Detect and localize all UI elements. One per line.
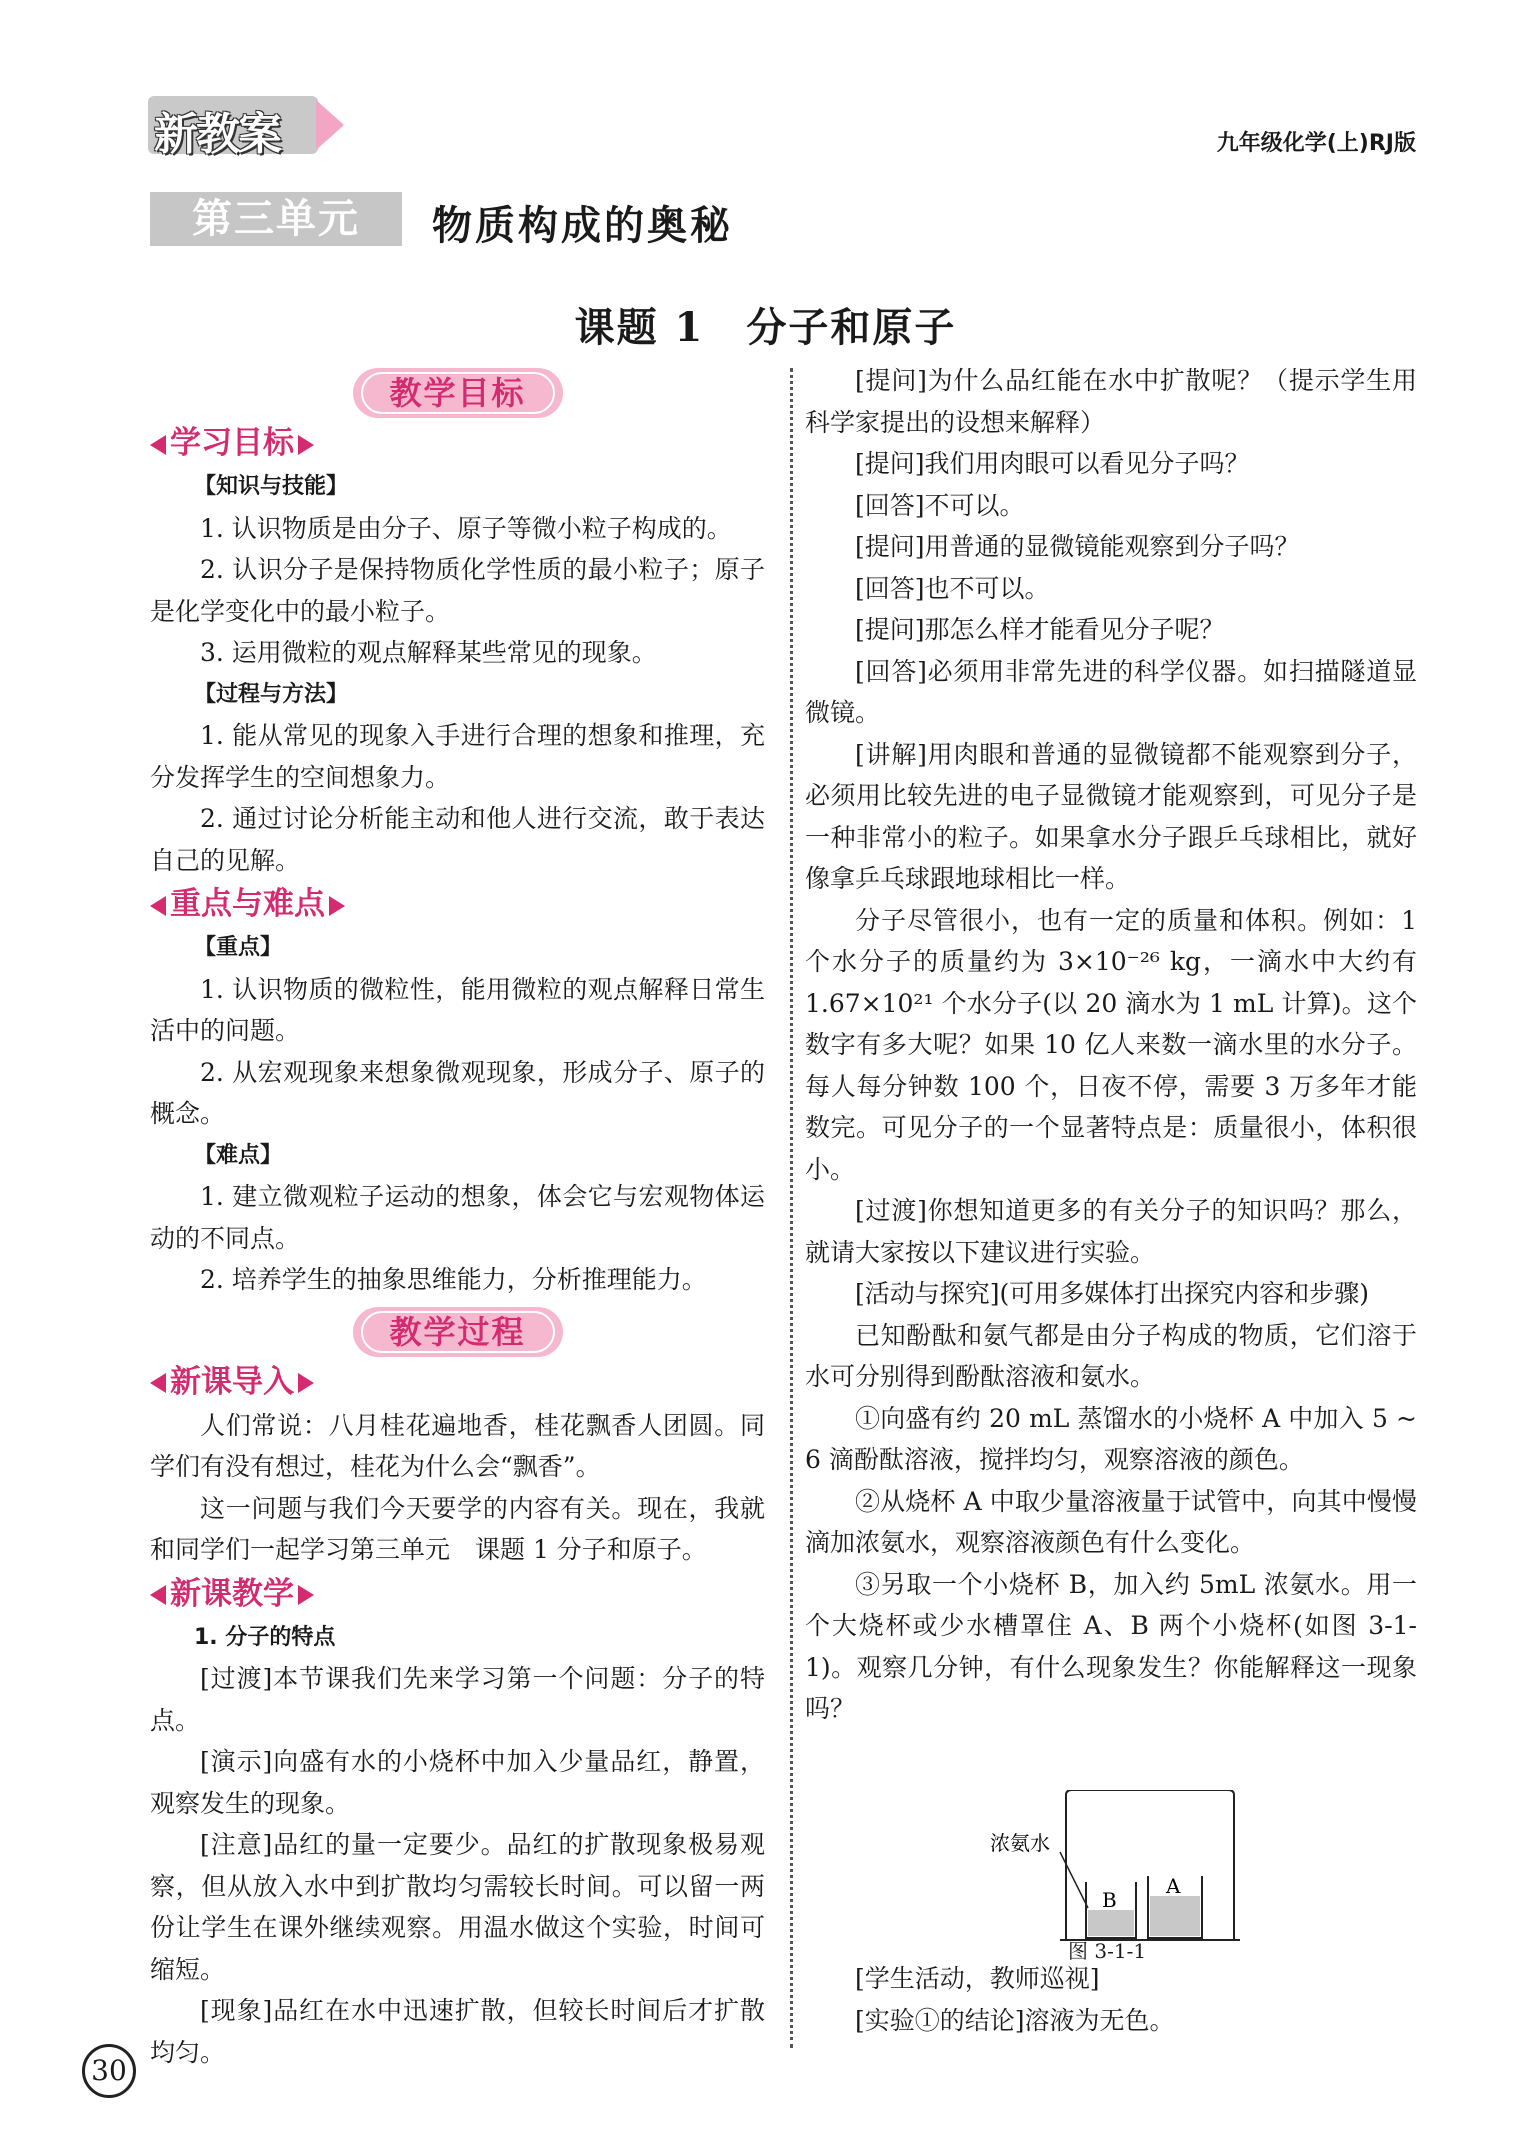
banner-label: 教学过程	[361, 1311, 555, 1353]
paragraph: [实验①的结论]溶液为无色。	[855, 2005, 1175, 2035]
paragraph: 分子尽管很小，也有一定的质量和体积。例如：1 个水分子的质量约为 3×10⁻²⁶ kg，一滴水中大约有 1.67×10²¹ 个水分子(以 20 滴水为 1 mL 计算)。这个数字有多大呢？如果 10 亿人来数一滴水里的水分子。每人每分钟数 100 个，日夜不停，需要 3 万多年才能数完。可见分子的一个显著特点是：质量很小，体积很小。	[805, 905, 1417, 1184]
paragraph: [回答]必须用非常先进的科学仪器。如扫描隧道显微镜。	[805, 656, 1417, 727]
paragraph: 已知酚酞和氨气都是由分子构成的物质，它们溶于水可分别得到酚酞溶液和氨水。	[805, 1320, 1417, 1391]
column-divider	[790, 368, 793, 2048]
paragraph: [演示]向盛有水的小烧杯中加入少量品红，静置，观察发生的现象。	[150, 1747, 765, 1818]
book-label: 九年级化学(上)RJ版	[1216, 131, 1416, 156]
triangle-left-icon	[150, 896, 166, 916]
paragraph: [提问]那怎么样才能看见分子呢？	[855, 615, 1225, 644]
paragraph: [现象]品红在水中迅速扩散，但较长时间后才扩散均匀。	[150, 1996, 765, 2067]
paragraph: 3. 运用微粒的观点解释某些常见的现象。	[200, 638, 657, 667]
triangle-right-icon	[298, 1373, 314, 1393]
fig-label-ammonia: 浓氨水	[990, 1831, 1050, 1855]
paragraph: 2. 认识分子是保持物质化学性质的最小粒子；原子是化学变化中的最小粒子。	[150, 555, 765, 626]
heading-key-points	[150, 881, 765, 927]
heading-label: 新课教学	[170, 1575, 294, 1612]
paragraph: [回答]也不可以。	[855, 573, 1050, 603]
series-logo	[148, 96, 348, 160]
heading-new-lesson-teaching	[150, 1571, 765, 1617]
paragraph: 1. 能从常见的现象入手进行合理的想象和推理，充分发挥学生的空间想象力。	[150, 721, 765, 792]
subheading-knowledge: 【知识与技能】	[194, 474, 349, 499]
paragraph: ③另取一个小烧杯 B，加入约 5mL 浓氨水。用一个大烧杯或少水槽罩住 A、B 两个小烧杯(如图 3-1-1)。观察几分钟，有什么现象发生？你能解释这一现象吗？	[805, 1569, 1417, 1723]
subheading-process: 【过程与方法】	[194, 681, 349, 707]
triangle-left-icon	[150, 1585, 166, 1605]
paragraph: [讲解]用肉眼和普通的显微镜都不能观察到分子，必须用比较先进的电子显微镜才能观察到，可见分子是一种非常小的粒子。如果拿水分子跟乒乓球相比，就好像拿乒乓球跟地球相比一样。	[805, 739, 1417, 893]
banner-label: 教学目标	[361, 372, 555, 414]
heading-new-lesson-intro	[150, 1359, 765, 1405]
paragraph: [学生活动，教师巡视]	[855, 1964, 1100, 1993]
paragraph: 这一问题与我们今天要学的内容有关。现在，我就和同学们一起学习第三单元 课题 1 分子和原子。	[150, 1493, 765, 1564]
triangle-left-icon	[150, 435, 166, 455]
paragraph: 1. 建立微观粒子运动的想象，体会它与宏观物体运动的不同点。	[150, 1182, 765, 1253]
lesson-title: 课题 1 分子和原子	[574, 304, 957, 351]
paragraph: 2. 通过讨论分析能主动和他人进行交流，敢于表达自己的见解。	[150, 804, 765, 875]
triangle-left-icon	[150, 1373, 166, 1393]
paragraph: [回答]不可以。	[855, 490, 1025, 520]
paragraph: [活动与探究](可用多媒体打出探究内容和步骤)	[855, 1279, 1370, 1308]
paragraph: [过渡]你想知道更多的有关分子的知识吗？那么，就请大家按以下建议进行实验。	[805, 1196, 1417, 1267]
paragraph: 2. 培养学生的抽象思维能力，分析推理能力。	[200, 1265, 707, 1294]
paragraph: ①向盛有约 20 mL 蒸馏水的小烧杯 A 中加入 5 ~ 6 滴酚酞溶液，搅拌均匀，观察溶液的颜色。	[805, 1403, 1417, 1474]
paragraph: 1. 认识物质是由分子、原子等微小粒子构成的。	[200, 513, 732, 543]
subheading-molecule-features: 1. 分子的特点	[194, 1624, 336, 1650]
paragraph: [注意]品红的量一定要少。品红的扩散现象极易观察，但从放入水中到扩散均匀需较长时间。可以留一两份让学生在课外继续观察。用温水做这个实验，时间可缩短。	[150, 1830, 765, 1984]
beaker-b-liquid	[1088, 1910, 1134, 1936]
unit-title: 物质构成的奥秘	[432, 203, 733, 249]
figure-beakers	[990, 1790, 1250, 1950]
right-column	[805, 360, 1417, 1730]
figure-caption: 图 3-1-1	[1068, 1939, 1147, 1963]
subheading-key: 【重点】	[194, 935, 283, 960]
fig-label-a: A	[1166, 1874, 1181, 1898]
unit-label: 第三单元	[150, 192, 402, 246]
heading-label: 新课导入	[170, 1363, 294, 1400]
paragraph: 人们常说：八月桂花遍地香，桂花飘香人团圆。同学们有没有想过，桂花为什么会“飘香”。	[150, 1410, 765, 1481]
triangle-right-icon	[329, 896, 345, 916]
paragraph: 1. 认识物质的微粒性，能用微粒的观点解释日常生活中的问题。	[150, 974, 765, 1045]
heading-label: 学习目标	[170, 425, 294, 461]
paragraph: [提问]用普通的显微镜能观察到分子吗？	[855, 532, 1300, 561]
left-column	[150, 360, 765, 2073]
subheading-difficulty: 【难点】	[194, 1142, 283, 1168]
banner-teaching-process	[353, 1307, 563, 1357]
paragraph: [提问]为什么品红能在水中扩散呢？（提示学生用科学家提出的设想来解释）	[805, 366, 1417, 437]
right-column-tail	[805, 1958, 1417, 2041]
page-number: 30	[82, 2044, 136, 2098]
fig-label-b: B	[1102, 1888, 1117, 1912]
heading-label: 重点与难点	[170, 886, 325, 922]
paragraph: 2. 从宏观现象来想象微观现象，形成分子、原子的概念。	[150, 1057, 765, 1128]
paragraph: [过渡]本节课我们先来学习第一个问题：分子的特点。	[150, 1664, 765, 1735]
label-leader-line	[1060, 1852, 1088, 1908]
logo-arrow-icon	[316, 100, 344, 150]
paragraph: [提问]我们用肉眼可以看见分子吗？	[855, 449, 1250, 478]
beaker-a-liquid	[1150, 1896, 1200, 1936]
heading-learning-goals	[150, 420, 765, 466]
paragraph: ②从烧杯 A 中取少量溶液量于试管中，向其中慢慢滴加浓氨水，观察溶液颜色有什么变化。	[805, 1486, 1417, 1557]
logo-text: 新教案	[154, 109, 280, 160]
banner-teaching-goals	[353, 368, 563, 418]
triangle-right-icon	[298, 435, 314, 455]
triangle-right-icon	[298, 1585, 314, 1605]
